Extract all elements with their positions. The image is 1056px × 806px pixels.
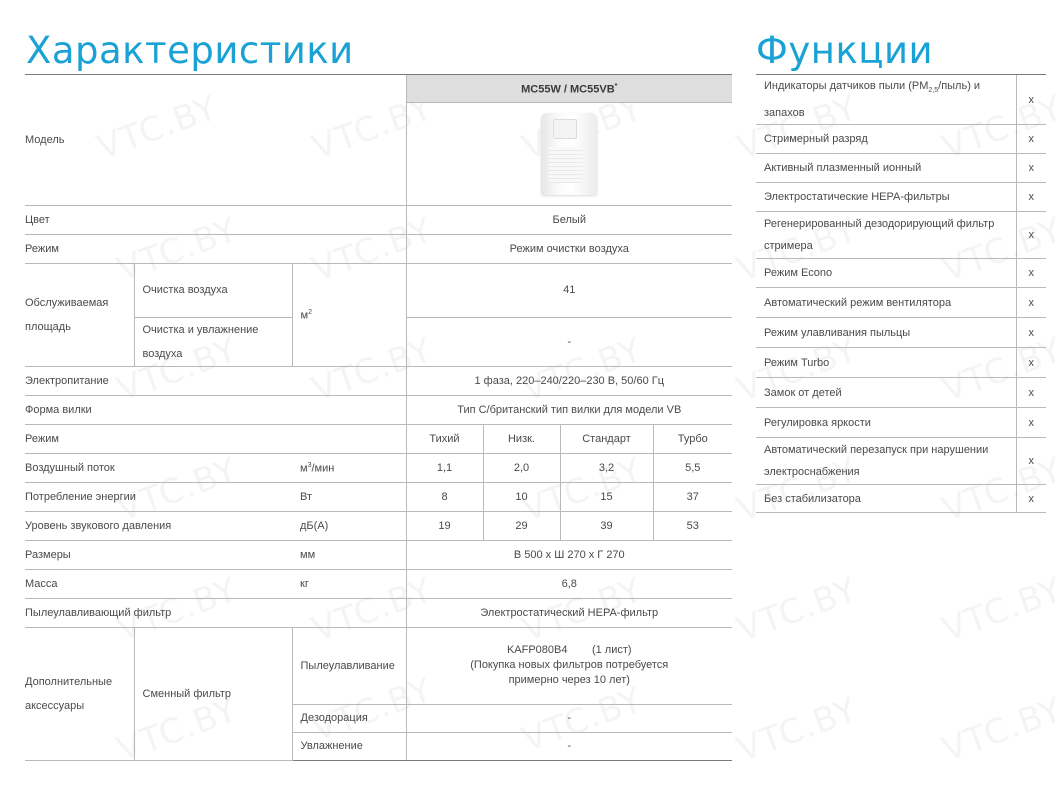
noise-turbo: 53 <box>653 511 732 540</box>
function-mark: x <box>1016 378 1046 408</box>
row-label-replacement-filter: Сменный фильтр <box>134 627 292 760</box>
area-unit-text: м <box>300 309 309 322</box>
table-row <box>25 598 732 627</box>
airflow-unit-rest: /мин <box>311 462 335 475</box>
table-row <box>25 234 732 263</box>
function-label: Без стабилизатора <box>756 485 1016 513</box>
speed-mode-standard: Стандарт <box>560 424 653 453</box>
product-control-panel <box>553 119 577 139</box>
value-color: Белый <box>406 205 732 234</box>
value-mass: 6,8 <box>406 569 732 598</box>
page-title-functions: Функции <box>756 28 934 72</box>
table-row <box>25 482 732 511</box>
list-item <box>756 408 1046 438</box>
table-row <box>25 205 732 234</box>
table-row <box>25 627 732 704</box>
list-item <box>756 318 1046 348</box>
speed-mode-turbo: Турбо <box>653 424 732 453</box>
row-label-size: Размеры <box>25 540 292 569</box>
row-label-power: Электропитание <box>25 366 406 395</box>
list-item <box>756 154 1046 183</box>
function-label: Стримерный разряд <box>756 125 1016 154</box>
model-name: MC55W / MC55VB <box>521 83 615 96</box>
table-row <box>25 263 732 317</box>
noise-unit: дБ(A) <box>292 511 406 540</box>
function-label-part: /пыль) и запахов <box>764 80 981 120</box>
list-item <box>756 183 1046 212</box>
energy-low: 10 <box>483 482 560 511</box>
function-mark: x <box>1016 485 1046 513</box>
page-title-specifications: Характеристики <box>26 28 354 72</box>
list-item <box>756 288 1046 318</box>
function-label: Автоматический режим вентилятора <box>756 288 1016 318</box>
function-mark: x <box>1016 125 1046 154</box>
value-accessory-deodor: - <box>406 704 732 732</box>
value-area-air: 41 <box>406 263 732 317</box>
product-image <box>541 113 597 195</box>
function-mark: x <box>1016 259 1046 288</box>
list-item <box>756 125 1046 154</box>
list-item <box>756 212 1046 259</box>
value-dust-filter: Электростатический HEPA-фильтр <box>406 598 732 627</box>
table-row <box>25 75 732 103</box>
area-unit-sup: 2 <box>308 309 312 317</box>
noise-low: 29 <box>483 511 560 540</box>
function-mark: x <box>1016 288 1046 318</box>
list-item <box>756 259 1046 288</box>
row-label-noise: Уровень звукового давления <box>25 511 292 540</box>
function-label-part: Индикаторы датчиков пыли (PM <box>764 80 929 92</box>
functions-table <box>756 74 1046 513</box>
row-label-speed-mode: Режим <box>25 424 406 453</box>
energy-unit: Вт <box>292 482 406 511</box>
table-row <box>25 540 732 569</box>
noise-standard: 39 <box>560 511 653 540</box>
accessory-label-deodor: Дезодорация <box>292 704 406 732</box>
product-image-cell <box>406 102 732 205</box>
accessory-dust-line2: (Покупка новых фильтров потребуется <box>470 659 669 672</box>
airflow-turbo: 5,5 <box>653 453 732 482</box>
airflow-unit <box>292 453 406 482</box>
function-mark: x <box>1016 212 1046 259</box>
table-row <box>25 453 732 482</box>
value-accessory-dust <box>406 627 732 704</box>
accessory-dust-line3: примерно через 10 лет) <box>508 674 630 687</box>
table-row <box>25 366 732 395</box>
model-footnote: * <box>614 83 618 90</box>
function-label-line: электроснабжения <box>764 466 860 479</box>
value-size: В 500 х Ш 270 х Г 270 <box>406 540 732 569</box>
watermark <box>732 570 863 650</box>
speed-mode-quiet: Тихий <box>406 424 483 453</box>
area-unit <box>292 263 406 366</box>
airflow-quiet: 1,1 <box>406 453 483 482</box>
row-label-airflow: Воздушный поток <box>25 453 292 482</box>
function-label: Электростатические HEPA-фильтры <box>756 183 1016 212</box>
function-label-line: стримера <box>764 240 813 253</box>
list-item <box>756 438 1046 485</box>
area-sublabel-air: Очистка воздуха <box>134 263 292 317</box>
noise-quiet: 19 <box>406 511 483 540</box>
function-label <box>756 438 1016 485</box>
airflow-standard: 3,2 <box>560 453 653 482</box>
function-label <box>756 75 1016 125</box>
function-label <box>756 212 1016 259</box>
function-label-line: Автоматический перезапуск при нарушении <box>764 444 989 457</box>
function-label-line: Регенерированный дезодорирующий фильтр <box>764 218 995 231</box>
list-item <box>756 348 1046 378</box>
function-mark: x <box>1016 154 1046 183</box>
row-label-accessories: Дополнительные аксессуары <box>25 627 134 760</box>
accessory-label-dust: Пылеулавливание <box>292 627 406 704</box>
function-mark: x <box>1016 348 1046 378</box>
table-row <box>25 511 732 540</box>
list-item <box>756 485 1046 513</box>
function-label-sub: 2,5 <box>928 87 939 95</box>
specifications-table <box>25 74 732 761</box>
watermark <box>732 690 863 770</box>
function-label: Регулировка яркости <box>756 408 1016 438</box>
model-label: Модель <box>25 75 406 206</box>
function-mark: x <box>1016 75 1046 125</box>
row-label-mass: Масса <box>25 569 292 598</box>
function-label: Режим улавливания пыльцы <box>756 318 1016 348</box>
mass-unit: кг <box>292 569 406 598</box>
list-item <box>756 75 1046 125</box>
value-accessory-humid: - <box>406 732 732 760</box>
value-area-air-humid: - <box>406 317 732 366</box>
area-sublabel-air-humid: Очистка и увлажнение воздуха <box>134 317 292 366</box>
function-label: Режим Econo <box>756 259 1016 288</box>
watermark <box>937 690 1056 770</box>
speed-mode-low: Низк. <box>483 424 560 453</box>
table-row <box>25 395 732 424</box>
table-row <box>25 569 732 598</box>
function-mark: x <box>1016 438 1046 485</box>
value-plug: Тип C/британский тип вилки для модели VB <box>406 395 732 424</box>
function-mark: x <box>1016 183 1046 212</box>
row-label-area: Обслуживаемая площадь <box>25 263 134 366</box>
row-label-color: Цвет <box>25 205 406 234</box>
function-label: Замок от детей <box>756 378 1016 408</box>
function-label: Режим Turbo <box>756 348 1016 378</box>
list-item <box>756 378 1046 408</box>
row-label-mode: Режим <box>25 234 406 263</box>
energy-standard: 15 <box>560 482 653 511</box>
row-label-dust-filter: Пылеулавливающий фильтр <box>25 598 406 627</box>
row-label-plug: Форма вилки <box>25 395 406 424</box>
value-mode: Режим очистки воздуха <box>406 234 732 263</box>
value-power: 1 фаза, 220–240/220–230 В, 50/60 Гц <box>406 366 732 395</box>
accessory-dust-line1: KAFP080B4 (1 лист) <box>506 644 632 657</box>
function-label: Активный плазменный ионный <box>756 154 1016 183</box>
airflow-unit-text: м <box>300 462 308 475</box>
size-unit: мм <box>292 540 406 569</box>
function-mark: x <box>1016 408 1046 438</box>
function-mark: x <box>1016 318 1046 348</box>
table-row <box>25 424 732 453</box>
model-name-header <box>406 75 732 103</box>
product-grille <box>549 147 583 183</box>
airflow-low: 2,0 <box>483 453 560 482</box>
energy-turbo: 37 <box>653 482 732 511</box>
accessory-label-humid: Увлажнение <box>292 732 406 760</box>
energy-quiet: 8 <box>406 482 483 511</box>
row-label-energy: Потребление энергии <box>25 482 292 511</box>
airflow-unit-sup: 3 <box>307 462 312 470</box>
watermark <box>937 570 1056 650</box>
